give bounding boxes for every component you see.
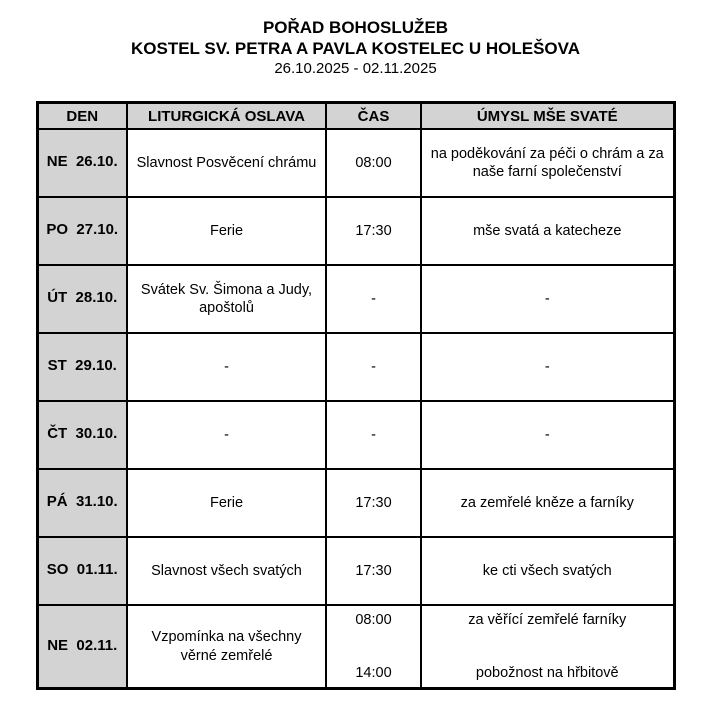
intention-cell (421, 401, 674, 469)
day-cell: PÁ 31.10. (37, 469, 127, 537)
time-value: 17:30 (355, 562, 392, 579)
time-value: - (371, 290, 376, 307)
table-row (37, 197, 674, 265)
celebration-cell: - (127, 401, 326, 469)
time-value: - (371, 358, 376, 375)
time-value: 14:00 (355, 664, 392, 681)
time-cell (326, 537, 421, 605)
intention-value: - (544, 290, 550, 307)
celebration-cell: - (127, 333, 326, 401)
celebration-cell: Slavnost Posvěcení chrámu (127, 129, 326, 197)
table-row (37, 469, 674, 537)
table-row (37, 265, 674, 333)
celebration-cell: Ferie (127, 197, 326, 265)
header-row (37, 103, 674, 129)
time-cell (326, 197, 421, 265)
intention-value: pobožnost na hřbitově (475, 664, 619, 681)
day-cell: ST 29.10. (37, 333, 127, 401)
time-value: 17:30 (355, 222, 392, 239)
day-cell: SO 01.11. (37, 537, 127, 605)
time-value: 08:00 (355, 612, 392, 629)
intention-value: - (544, 358, 550, 375)
celebration-cell: Vzpomínka na všechny věrné zemřelé (127, 605, 326, 689)
table-header (37, 103, 674, 129)
celebration-cell: Ferie (127, 469, 326, 537)
day-cell: PO 27.10. (37, 197, 127, 265)
day-cell: ČT 30.10. (37, 401, 127, 469)
celebration-cell: Svátek Sv. Šimona a Judy, apoštolů (127, 265, 326, 333)
intention-value: na poděkování za péči o chrám a za naše farní společenství (430, 145, 664, 180)
time-value: 17:30 (355, 494, 392, 511)
intention-value: ke cti všech svatých (482, 562, 612, 579)
day-cell: NE 26.10. (37, 129, 127, 197)
intention-cell (421, 333, 674, 401)
intention-value: mše svatá a katecheze (473, 222, 622, 239)
column-header-cas: ČAS (326, 103, 421, 129)
time-cell (326, 469, 421, 537)
intention-cell (421, 605, 674, 689)
table-row (37, 129, 674, 197)
church-name: KOSTEL SV. PETRA A PAVLA KOSTELEC U HOLEŠOVA (131, 39, 580, 59)
table-row (37, 537, 674, 605)
time-cell (326, 401, 421, 469)
day-cell: ÚT 28.10. (37, 265, 127, 333)
column-header-den: DEN (37, 103, 127, 129)
table-row (37, 401, 674, 469)
celebration-cell: Slavnost všech svatých (127, 537, 326, 605)
time-value: - (371, 426, 376, 443)
intention-cell (421, 129, 674, 197)
column-header-umysl: ÚMYSL MŠE SVATÉ (421, 103, 674, 129)
time-cell (326, 265, 421, 333)
week-date-range: 26.10.2025 - 02.11.2025 (274, 59, 437, 77)
intention-value: za zemřelé kněze a farníky (460, 494, 634, 511)
table-row (37, 605, 674, 689)
intention-cell (421, 197, 674, 265)
column-header-liturgicka-oslava: LITURGICKÁ OSLAVA (127, 103, 326, 129)
document-title: POŘAD BOHOSLUŽEB (262, 18, 449, 37)
intention-cell (421, 265, 674, 333)
document-header (0, 17, 711, 78)
time-cell (326, 333, 421, 401)
time-cell (326, 129, 421, 197)
intention-cell (421, 469, 674, 537)
table-row (37, 333, 674, 401)
day-cell: NE 02.11. (37, 605, 127, 689)
schedule-body (37, 129, 674, 689)
schedule-table (36, 101, 676, 690)
time-cell (326, 605, 421, 689)
time-value: 08:00 (355, 154, 392, 171)
intention-cell (421, 537, 674, 605)
intention-value: za věřící zemřelé farníky (468, 612, 627, 629)
intention-value: - (544, 426, 550, 443)
